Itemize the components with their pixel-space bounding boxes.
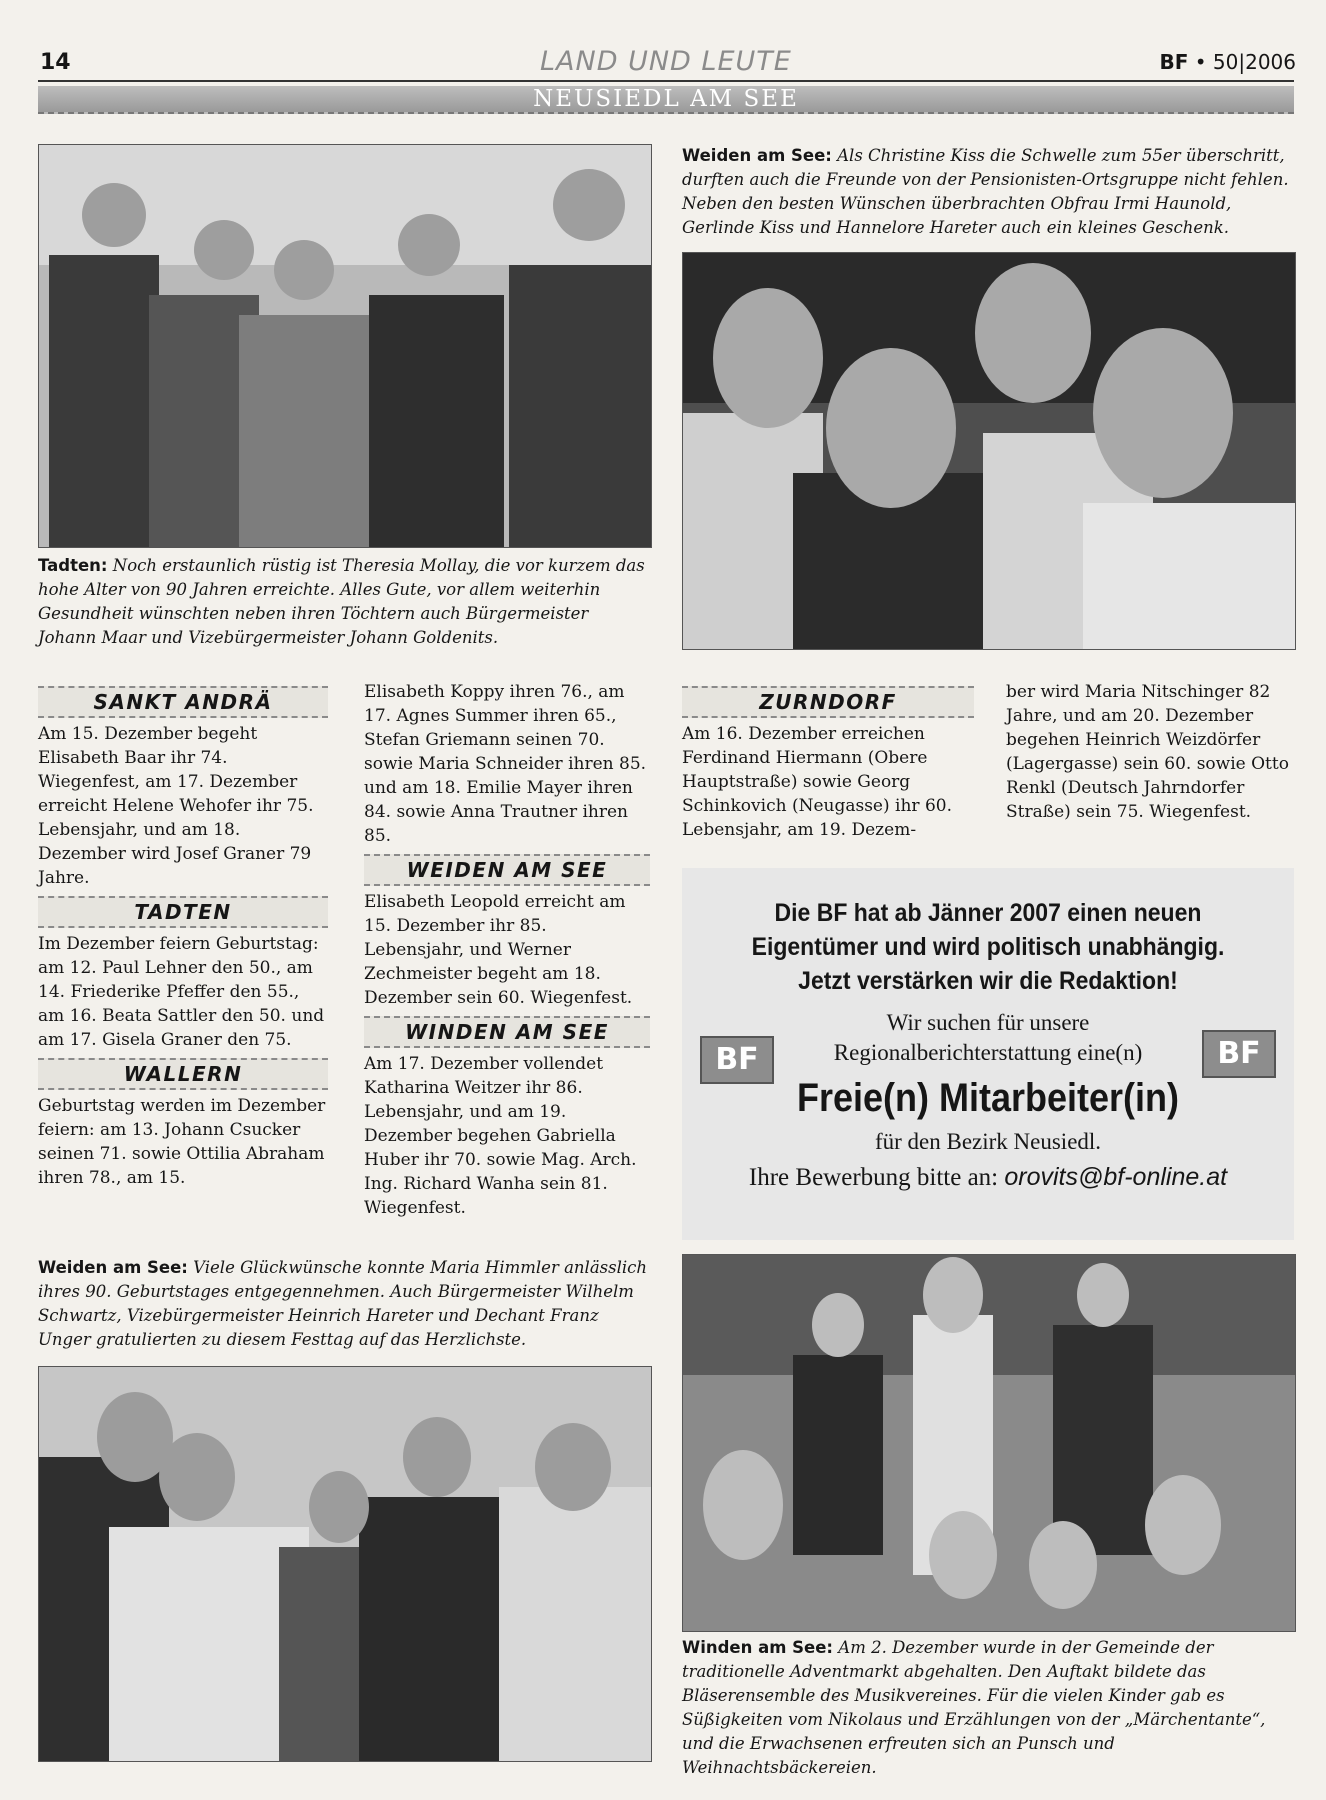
ad-job-title: Freie(n) Mitarbeiter(in) — [796, 1076, 1180, 1120]
section-title: LAND UND LEUTE — [540, 46, 792, 77]
heading-tadten: TADTEN — [38, 896, 328, 928]
caption-weiden-bottom — [38, 1256, 650, 1352]
column-1 — [38, 680, 328, 1190]
caption-winden — [682, 1636, 1294, 1780]
caption-text: Am 2. Dezember wurde in der Gemeinde der traditionelle Adventmarkt abgehalten. Den Auftakt bildete das Bläserensemble des Musikvereines. Für die vielen Kinder gab es Süßigkeiten vom Nikolaus und Erzählungen von der „Märchentante“, und die Erwachsenen erfreuten sich an Punsch und Weihnachtsbäckereien. — [682, 1638, 1266, 1777]
caption-text: Als Christine Kiss die Schwelle zum 55er überschritt, durften auch die Freunde von der Pensionisten-Ortsgruppe nicht fehlen. Neben den besten Wünschen überbrachten Obfrau Irmi Haunold, Gerlinde Kiss und Hannelore Hareter auch ein kleines Geschenk. — [682, 146, 1289, 237]
column-4 — [1006, 680, 1294, 824]
text-zurndorf: Am 16. Dezember erreichen Ferdinand Hiermann (Obere Hauptstraße) sowie Georg Schinkovich (Neugasse) ihr 60. Lebensjahr, am 19. Dezem- — [682, 724, 952, 840]
heading-weiden: WEIDEN AM SEE — [364, 854, 650, 886]
ad-headline-2: Eigentümer und wird politisch unabhängig. — [751, 933, 1225, 961]
bf-advertisement — [682, 868, 1294, 1240]
text-winden: Am 17. Dezember vollendet Katharina Weitzer ihr 86. Lebensjahr, und am 19. Dezember begehen Gabriella Huber ihr 70. sowie Mag. Arch. Ing. Richard Wanha sein 81. Wiegenfest. — [364, 1054, 637, 1218]
ad-application-label: Ihre Bewerbung bitte an: — [748, 1164, 999, 1191]
photo-tadten-group — [38, 144, 652, 548]
text-weiden: Elisabeth Leopold erreicht am 15. Dezember ihr 85. Lebensjahr, und Werner Zechmeister begeht am 18. Dezember sein 60. Wiegenfest. — [364, 892, 633, 1008]
region-bar — [38, 86, 1294, 114]
ad-headline-3: Jetzt verstärken wir die Redaktion! — [798, 967, 1178, 995]
caption-weiden-top — [682, 144, 1294, 240]
heading-winden: WINDEN AM SEE — [364, 1016, 650, 1048]
text-sankt-andrae: Am 15. Dezember begeht Elisabeth Baar ihr 74. Wiegenfest, am 17. Dezember erreicht Helene Wehofer ihr 75. Lebensjahr, und am 18. Dezember wird Josef Graner 79 Jahre. — [38, 724, 314, 888]
header-rule — [38, 80, 1294, 82]
text-zurndorf-continued: ber wird Maria Nitschinger 82 Jahre, und am 20. Dezember begehen Heinrich Weizdörfer (Lagergasse) sein 60. sowie Otto Renkl (Deutsch Jahrndorfer Straße) sein 75. Wiegenfest. — [1006, 682, 1289, 822]
column-2 — [364, 680, 650, 1220]
photo-weiden-himmler — [38, 1366, 652, 1762]
caption-place: Winden am See: — [682, 1638, 834, 1657]
text-wallern: Geburtstag werden im Dezember feiern: am 13. Johann Csucker seinen 71. sowie Ottilia Abraham ihren 78., am 15. — [38, 1096, 326, 1188]
issue-info: BF • 50|2006 — [1159, 50, 1296, 74]
heading-zurndorf: ZURNDORF — [682, 686, 974, 718]
region-title: NEUSIEDL AM SEE — [533, 86, 799, 112]
caption-place: Weiden am See: — [38, 1258, 188, 1277]
heading-sankt-andrae: SANKT ANDRÄ — [38, 686, 328, 718]
ad-line-regional: Regionalberichterstattung eine(n) — [833, 1040, 1143, 1065]
ad-application — [682, 1163, 1294, 1192]
column-3 — [682, 680, 974, 842]
issue-number: 50|2006 — [1212, 50, 1296, 74]
caption-place: Tadten: — [38, 556, 108, 575]
ad-headline-1: Die BF hat ab Jänner 2007 einen neuen — [774, 899, 1202, 927]
publication-name: BF — [1159, 50, 1189, 74]
photo-weiden-women — [682, 252, 1296, 650]
caption-place: Weiden am See: — [682, 146, 832, 165]
text-tadten: Im Dezember feiern Geburtstag: am 12. Paul Lehner den 50., am 14. Friederike Pfeffer den 55., am 16. Beata Sattler den 50. und am 17. Gisela Graner den 75. — [38, 934, 325, 1050]
caption-tadten — [38, 554, 650, 650]
page-number: 14 — [40, 50, 71, 75]
text-wallern-continued: Elisabeth Koppy ihren 76., am 17. Agnes Summer ihren 65., Stefan Griemann seinen 70. sowie Maria Schneider ihren 85. und am 18. Emilie Mayer ihren 84. sowie Anna Trautner ihren 85. — [364, 682, 647, 846]
caption-text: Noch erstaunlich rüstig ist Theresia Mollay, die vor kurzem das hohe Alter von 90 Jahren erreichte. Alles Gute, vor allem weiterhin Gesundheit wünschten neben ihren Töchtern auch Bürgermeister Johann Maar und Vizebürgermeister Johann Goldenits. — [38, 556, 645, 647]
caption-text: Viele Glückwünsche konnte Maria Himmler anlässlich ihres 90. Geburtstages entgegennehmen. Auch Bürgermeister Wilhelm Schwartz, Vizebürgermeister Heinrich Hareter und Dechant Franz Unger gratulierten zu diesem Festtag auf das Herzlichste. — [38, 1258, 648, 1349]
ad-line-search: Wir suchen für unsere — [886, 1010, 1090, 1035]
photo-winden-adventmarkt — [682, 1254, 1296, 1632]
ad-district: für den Bezirk Neusiedl. — [874, 1129, 1102, 1154]
bf-logo-left: BF — [700, 1036, 774, 1084]
heading-wallern: WALLERN — [38, 1058, 328, 1090]
bf-logo-right: BF — [1202, 1030, 1276, 1078]
ad-email-link[interactable]: orovits@bf-online.at — [1004, 1163, 1228, 1191]
